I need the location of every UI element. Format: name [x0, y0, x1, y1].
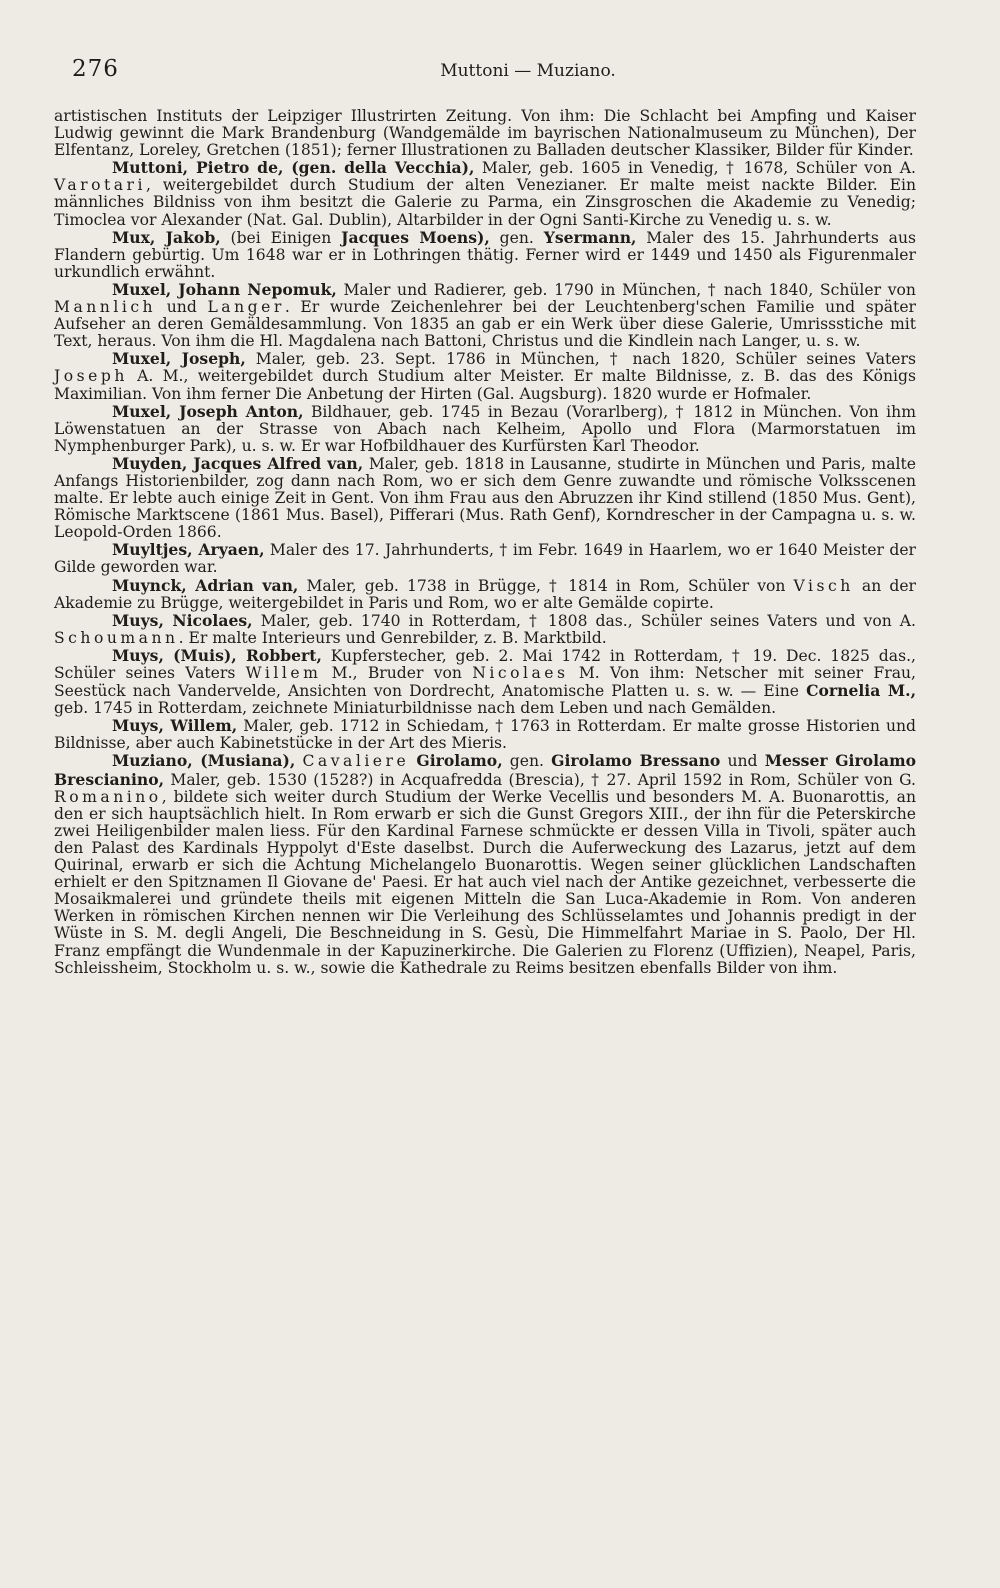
- page-number: 276: [72, 56, 119, 82]
- running-head: Muttoni — Muziano.: [440, 61, 616, 81]
- entry-text: und: [156, 298, 208, 317]
- page-header: [72, 56, 924, 86]
- entry-text: Maler und Radierer, geb. 1790 in München, † nach 1840, Schüler von: [336, 280, 916, 299]
- headword: Muynck, Adrian van,: [112, 575, 299, 595]
- entry-text: Kupferstecher, geb. 2. Mai 1742 in Rotterdam, † 19. Dec. 1825 das., Schüler seines Vaters: [54, 646, 916, 682]
- entry-text: . Er malte Interieurs und Genrebilder, z. B. Marktbild.: [178, 628, 607, 647]
- spaced-name: Mannlich: [54, 298, 157, 317]
- headword: Muziano, (Musiana),: [112, 751, 296, 771]
- entry-text: artistischen Instituts der Leipziger Illustrirten Zeitung. Von ihm: Die Schlacht bei Ampfing und Kaiser Ludwig gewinnt die Mark Brandenburg (Wandgemälde im bayrischen Nationalmuseum zu München), Der Elfentanz, Loreley, Gretchen (1851); ferner Illustrationen zu Balladen deutscher Klassiker, Bilder für Kinder.: [54, 107, 916, 160]
- headword: Muyltjes, Aryaen,: [112, 540, 265, 560]
- entry-text: Maler, geb. 1740 in Rotterdam, † 1808 das., Schüler seines Vaters und von A.: [252, 611, 917, 630]
- spaced-name: Varotari: [54, 176, 146, 195]
- entry-text: Maler, geb. 1712 in Schiedam, † 1763 in Rotterdam. Er malte grosse Historien und Bildnisse, aber auch Kabinetstücke in der Art des Mieris.: [54, 717, 917, 753]
- entry-text: M., Bruder von: [321, 664, 473, 682]
- headword: Muyden, Jacques Alfred van,: [112, 453, 364, 473]
- continued-paragraph: [54, 108, 916, 159]
- headword: Girolamo,: [416, 751, 503, 771]
- spaced-name: Nicolaes: [472, 664, 569, 682]
- headword: Muxel, Joseph,: [112, 349, 246, 369]
- spaced-name: Willem: [245, 664, 322, 682]
- entry-text: Bildhauer, geb. 1745 in Bezau (Vorarlberg), † 1812 in München. Von ihm Löwenstatuen an der Strasse von Abach nach Kelheim, Apollo und Flora (Marmorstatuen im Nymphenburger Park), u. s. w. Er war Hofbildhauer des Kurfürsten Karl Theodor.: [54, 402, 916, 455]
- entry-text: Maler, geb. 1818 in Lausanne, studirte in München und Paris, malte Anfangs Historienbilder, zog dann nach Rom, wo er sich dem Genre zuwandte und römische Volksscenen malte. Er lebte auch einige Zeit in Gent. Von ihm Frau aus den Abruzzen ihr Kind stillend (1850 Mus. Gent), Römische Marktscene (1861 Mus. Basel), Pifferari (Mus. Rath Genf), Korndrescher in der Campagna u. s. w. Leopold-Orden 1866.: [54, 454, 916, 542]
- entry-text: Maler des 15. Jahrhunderts aus Flandern gebürtig. Um 1648 war er in Lothringen thätig. Ferner wird er 1449 und 1450 als Figurenmaler urkundlich erwähnt.: [54, 228, 917, 281]
- dictionary-entry-muxel-ja: [54, 403, 916, 455]
- headword: Muxel, Joseph Anton,: [112, 401, 304, 421]
- dictionary-body: [54, 108, 916, 977]
- headword: Muys, Nicolaes,: [112, 610, 253, 630]
- headword: Muttoni, Pietro de, (gen. della Vecchia),: [112, 158, 475, 178]
- headword: Muys, (Muis), Robbert,: [112, 645, 322, 665]
- headword: Muys, Willem,: [112, 716, 238, 736]
- entry-text: Maler des 17. Jahrhunderts, † im Febr. 1649 in Haarlem, wo er 1640 Meister der Gilde geworden war.: [54, 541, 917, 577]
- spaced-name: Cavaliere: [302, 752, 410, 771]
- entry-text: M. Von ihm: Netscher mit seiner Frau, Seestück nach Vandervelde, Ansichten von Dordrecht, Anatomische Platten u. s. w. — Eine: [54, 664, 916, 701]
- entry-text: . Er wurde Zeichenlehrer bei der Leuchtenberg'schen Familie und später Aufseher an deren Gemäldesammlung. Von 1835 an gab er ein Werk über diese Galerie, Umrissstiche mit Text, heraus. Von ihm die Hl. Magdalena nach Battoni, Christus und die Kindlein nach Langer, u. s. w.: [54, 298, 917, 351]
- spaced-name: Romanino: [54, 787, 162, 806]
- dictionary-entry-muys-r: [54, 647, 916, 717]
- entry-text: , weitergebildet durch Studium der alten Venezianer. Er malte meist nackte Bilder. Ein männliches Bildniss von ihm besitzt die Galerie zu Parma, ein Zinsgroschen die Akademie zu Venedig; Timoclea vor Alexander (Nat. Gal. Dublin), Altarbilder in der Ogni Santi-Kirche zu Venedig u. s. w.: [54, 176, 916, 229]
- spaced-name: Visch: [793, 576, 854, 595]
- headword: Mux, Jakob,: [112, 227, 221, 247]
- entry-text: geb. 1745 in Rotterdam, zeichnete Miniaturbildnisse nach dem Leben und nach Gemälden.: [54, 699, 777, 718]
- dictionary-entry-mux: [54, 229, 916, 281]
- dictionary-entry-muxel-jn: [54, 281, 916, 350]
- dictionary-entry-muxel-j: [54, 350, 916, 402]
- headword: Muxel, Johann Nepomuk,: [112, 279, 337, 299]
- dictionary-entry-muys-w: [54, 717, 916, 752]
- headword: Jacques Moens),: [341, 227, 490, 247]
- entry-text: (bei Einigen: [220, 228, 342, 247]
- entry-text: und: [720, 752, 765, 771]
- entry-text: Maler, geb. 23. Sept. 1786 in München, † nach 1820, Schüler seines Vaters: [245, 350, 916, 369]
- entry-text: Maler, geb. 1605 in Venedig, † 1678, Schüler von A.: [474, 159, 916, 178]
- dictionary-entry-muynck: [54, 577, 916, 612]
- entry-text: A. M., weitergebildet durch Studium alter Meister. Er malte Bildnisse, z. B. das des Königs Maximilian. Von ihm ferner Die Anbetung der Hirten (Gal. Augsburg). 1820 wurde er Hofmaler.: [54, 367, 916, 403]
- dictionary-entry-muyden: [54, 455, 916, 541]
- entry-text: Maler, geb. 1738 in Brügge, † 1814 in Rom, Schüler von: [298, 576, 794, 595]
- headword: Girolamo Bressano: [551, 751, 721, 771]
- dictionary-entry-muttoni: [54, 159, 916, 228]
- entry-text: gen.: [502, 752, 552, 771]
- dictionary-entry-muys-n: [54, 612, 916, 647]
- headword: Messer Girolamo Brescianino,: [54, 751, 917, 789]
- spaced-name: Joseph: [54, 367, 128, 386]
- entry-text: [295, 752, 302, 770]
- headword: Ysermann,: [543, 227, 637, 247]
- entry-text: gen.: [489, 228, 544, 247]
- spaced-name: Langer: [207, 298, 285, 317]
- headword: Cornelia M.,: [806, 681, 916, 701]
- spaced-name: Schoumann: [54, 628, 179, 647]
- dictionary-entry-muyltjes: [54, 541, 916, 576]
- dictionary-entry-muziano: [54, 752, 916, 976]
- entry-text: an der Akademie zu Brügge, weitergebildet in Paris und Rom, wo er alte Gemälde copirte.: [54, 576, 916, 612]
- entry-text: Maler, geb. 1530 (1528?) in Acquafredda (Brescia), † 27. April 1592 in Rom, Schüler von G.: [164, 770, 916, 789]
- entry-text: , bildete sich weiter durch Studium der Werke Vecellis und besonders M. A. Buonarottis, an den er sich hauptsächlich hielt. In Rom erwarb er sich die Gunst Gregors XIII., der ihn für die Peterskirche zwei Heiligenbilder malen liess. Für den Kardinal Farnese schmückte er dessen Villa in Tivoli, später auch den Palast des Kardinals Hyppolyt d'Este daselbst. Durch die Auferweckung des Lazarus, jetzt auf dem Quirinal, erwarb er sich die Achtung Michelangelo Buonarottis. Wegen seiner glücklichen Landschaften erhielt er den Spitznamen Il Giovane de' Paesi. Er hat auch viel nach der Antike gezeichnet, verbesserte die Mosaikmalerei und gründete theils mit eigenen Mitteln die San Luca-Akademie in Rom. Von anderen Werken in römischen Kirchen nennen wir Die Verleihung des Schlüsselamtes und Johannis predigt in der Wüste in S. M. degli Angeli, Die Beschneidung in S. Gesù, Die Himmelfahrt Mariae in S. Paolo, Der Hl. Franz empfängt die Wundenmale in der Kapuzinerkirche. Die Galerien zu Florenz (Uffizien), Neapel, Paris, Schleissheim, Stockholm u. s. w., sowie die Kathedrale zu Reims besitzen ebenfalls Bilder von ihm.: [54, 787, 916, 977]
